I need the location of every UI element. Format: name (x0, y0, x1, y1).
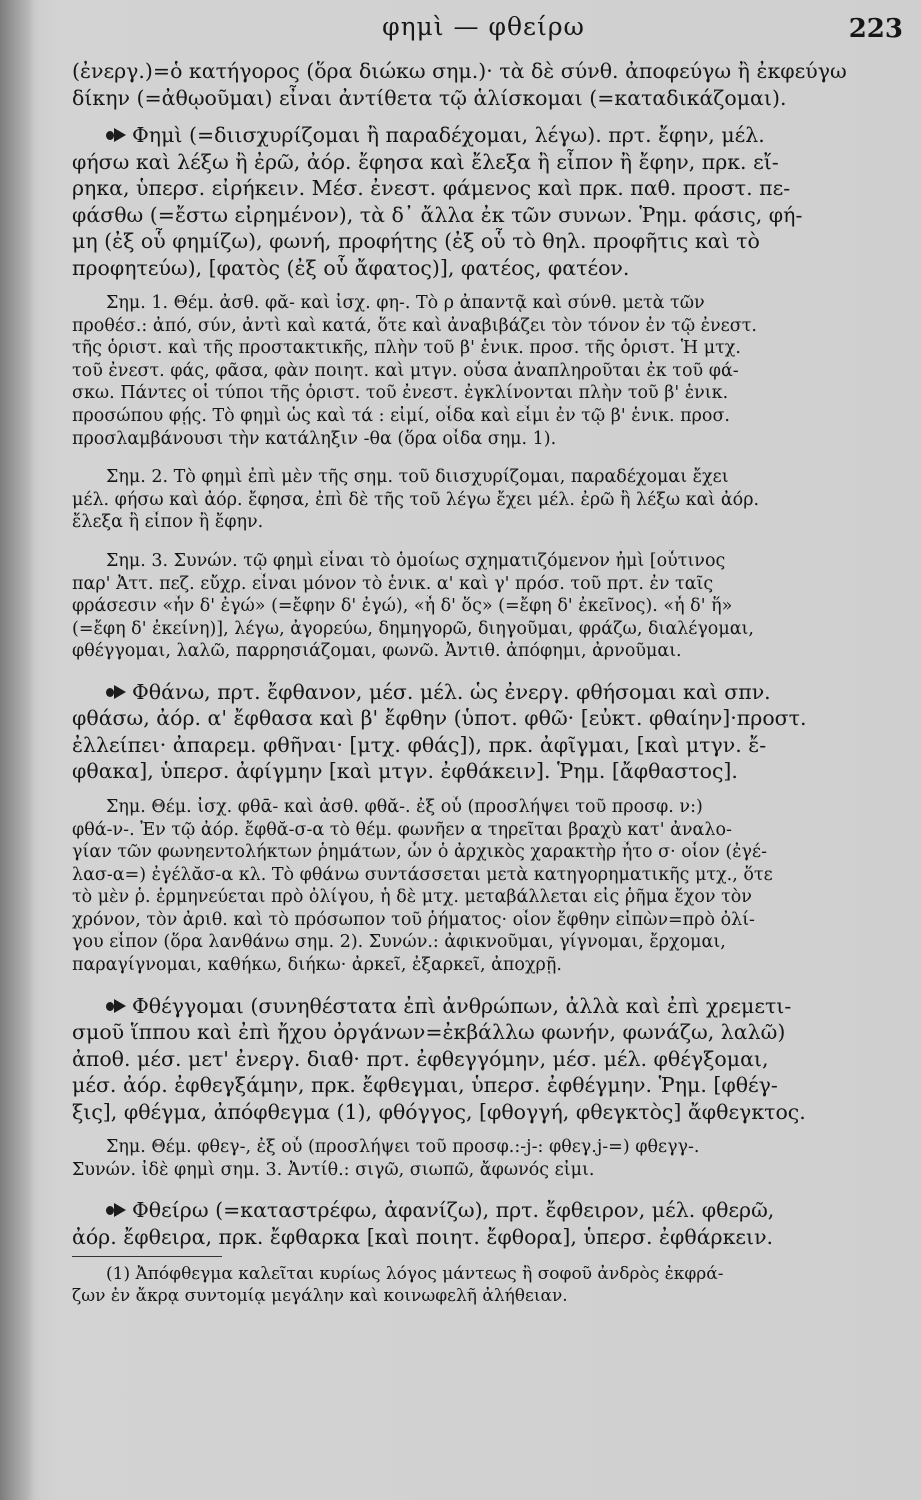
note-line: τὸ μὲν ῥ. ἑρμηνεύεται πρὸ ὀλίγου, ἡ δὲ μτχ. μεταβάλλεται εἰς ῥῆμα ἔχον τὸν (72, 887, 752, 908)
text-line: ρηκα, ὑπερσ. εἰρήκειν. Μέσ. ἐνεστ. φάμενος καὶ πρκ. παθ. προστ. πε- (72, 176, 791, 200)
footnote-line: ζων ἐν ἄκρᾳ συντομίᾳ μεγάλην καὶ κοινωφελῆ ἀλήθειαν. (72, 1286, 568, 1307)
note-line: τῆς ὁριστ. καὶ τῆς προστακτικῆς, πλὴν τοῦ β' ἑνικ. προσ. τῆς ὁριστ. Ἡ μτχ. (72, 338, 741, 359)
text-line: ξις], φθέγμα, ἀπόφθεγμα (1), φθόγγος, [φθογγή, φθεγκτὸς] ἄφθεγκτος. (72, 1099, 806, 1124)
entry-marker-icon (106, 1203, 128, 1218)
entry-marker-icon (106, 685, 128, 700)
footnote-line: (1) Ἀπόφθεγμα καλεῖται κυρίως λόγος μάντεως ἢ σοφοῦ ἀνδρὸς ἐκφρά- (106, 1264, 724, 1285)
entry-phemi (72, 122, 882, 663)
text-line: φάσθω (=ἔστω εἰρημένον), τὰ δ᾿ ἄλλα ἐκ τῶν συνων. Ῥημ. φάσις, φή- (72, 202, 803, 227)
note (72, 1136, 882, 1181)
note-line: ἔλεξα ἢ εἶπον ἢ ἔφην. (72, 512, 264, 533)
page-number: 223 (848, 14, 903, 44)
note-line: τοῦ ἐνεστ. φάς, φᾶσα, φὰν ποιητ. καὶ μτγν. οὖσα ἀναπληροῦται ἐκ τοῦ φά- (72, 360, 739, 381)
footnote-rule (72, 1256, 222, 1257)
note-line: Συνών. ἰδὲ φημὶ σημ. 3. Ἀντίθ.: σιγῶ, σιωπῶ, ἄφωνός εἰμι. (72, 1159, 595, 1180)
page-binding-shadow (0, 0, 34, 1500)
text-line: ἐλλείπει· ἀπαρεμ. φθῆναι· [μτχ. φθάς]), πρκ. ἀφῖγμαι, [καὶ μτγν. ἔ- (72, 732, 767, 757)
note-1 (72, 292, 882, 450)
text-line: σμοῦ ἵππου καὶ ἐπὶ ἤχου ὀργάνων=ἐκβάλλω φωνήν, φωνάζω, λαλῶ) (72, 1020, 786, 1045)
note-line: προσώπου φῄς. Τὸ φημὶ ὡς καὶ τά : εἰμί, οἶδα καὶ εἶμι ἐν τῷ β' ἑνικ. προσ. (72, 405, 730, 426)
entry-headline: Φθείρω (=καταστρέφω, ἀφανίζω), πρτ. ἔφθειρον, μέλ. φθερῶ, (72, 1197, 882, 1224)
note-line: (=ἔφη δ' ἐκείνη)], λέγω, ἀγορεύω, δημηγορῶ, διηγοῦμαι, φράζω, διαλέγομαι, (72, 618, 754, 639)
entry-headline: Φθέγγομαι (συνηθέστατα ἐπὶ ἀνθρώπων, ἀλλὰ καὶ ἐπὶ χρεμετι- (72, 993, 882, 1020)
entry-marker-icon (106, 999, 128, 1014)
entry-headline: Φθάνω, πρτ. ἔφθανον, μέσ. μέλ. ὡς ἐνεργ. φθήσομαι καὶ σπν. (72, 679, 882, 706)
running-head: φημὶ — φθείρω (382, 12, 585, 41)
note-line: Σημ. 2. Τὸ φημὶ ἐπὶ μὲν τῆς σημ. τοῦ διισχυρίζομαι, παραδέχομαι ἔχει (106, 467, 729, 488)
entry-phtheiro (72, 1197, 882, 1250)
note-line: σκω. Πάντες οἱ τύποι τῆς ὁριστ. τοῦ ἐνεστ. ἐγκλίνονται πλὴν τοῦ β' ἑνικ. (72, 383, 729, 404)
note-line: Σημ. Θέμ. φθεγ-, ἐξ οὗ (προσλήψει τοῦ προσφ.:-j-: φθεγ.j-=) φθεγγ-. (106, 1137, 700, 1158)
note-line: γίαν τῶν φωνηεντολήκτων ῥημάτων, ὧν ὁ ἀρχικὸς χαρακτὴρ ἦτο σ· οἷον (ἐγέ- (72, 842, 767, 863)
note (72, 796, 882, 977)
note-line: παρ' Ἀττ. πεζ. εὔχρ. εἶναι μόνον τὸ ἑνικ. α' καὶ γ' πρόσ. τοῦ πρτ. ἐν ταῖς (72, 573, 714, 594)
entry-headline: Φημὶ (=διισχυρίζομαι ἢ παραδέχομαι, λέγω). πρτ. ἔφην, μέλ. (72, 122, 882, 149)
note-line: προσλαμβάνουσι τὴν κατάληξιν -θα (ὅρα οἶδα σημ. 1). (72, 428, 557, 449)
entry-marker-icon (106, 128, 128, 143)
page-header (60, 6, 907, 48)
text-line: μη (ἐξ οὗ φημίζω), φωνή, προφήτης (ἐξ οὗ τὸ θηλ. προφῆτις καὶ τὸ (72, 229, 760, 253)
note-line: Σημ. 3. Συνών. τῷ φημὶ εἶναι τὸ ὁμοίως σχηματιζόμενον ἠμὶ [οὗτινος (106, 550, 726, 571)
entry-phthano (72, 679, 882, 977)
entry-phthengomai (72, 993, 882, 1182)
note-2 (72, 466, 882, 534)
page-text (72, 58, 882, 1307)
note-line: μέλ. φήσω καὶ ἀόρ. ἔφησα, ἐπὶ δὲ τῆς τοῦ λέγω ἔχει μέλ. ἐρῶ ἢ λέξω καὶ ἀόρ. (72, 489, 760, 510)
text-line: φθακα], ὑπερσ. ἀφίγμην [καὶ μτγν. ἐφθάκειν]. Ῥημ. [ἄφθαστος]. (72, 759, 738, 784)
text-line: προφητεύω), [φατὸς (ἐξ οὗ ἄφατος)], φατέος, φατέον. (72, 255, 630, 280)
text-line: δίκην (=ἀθῳοῦμαι) εἶναι ἀντίθετα τῷ ἁλίσκομαι (=καταδικάζομαι). (72, 85, 787, 110)
note-line: χρόνον, τὸν ἀριθ. καὶ τὸ πρόσωπον τοῦ ῥήματος· οἷον ἔφθην εἰπὼν=πρὸ ὀλί- (72, 909, 755, 930)
text-line: φθάσω, ἀόρ. α' ἔφθασα καὶ β' ἔφθην (ὑποτ. φθῶ· [εὐκτ. φθαίην]·προστ. (72, 706, 807, 731)
footnote (72, 1263, 882, 1307)
note-line: προθέσ.: ἀπό, σύν, ἀντὶ καὶ κατά, ὅτε καὶ ἀναβιβάζει τὸν τόνον ἐν τῷ ἐνεστ. (72, 315, 757, 336)
note-line: Σημ. 1. Θέμ. ἀσθ. φᾰ- καὶ ἰσχ. φη-. Τὸ ρ ἀπαντᾷ καὶ σύνθ. μετὰ τῶν (106, 293, 705, 313)
note-line: λασ-α=) ἐγέλᾰσ-α κλ. Τὸ φθάνω συντάσσεται μετὰ κατηγορηματικῆς μτχ., ὅτε (72, 864, 773, 885)
text-line: ἀποθ. μέσ. μετ' ἐνεργ. διαθ· πρτ. ἐφθεγγόμην, μέσ. μέλ. φθέγξομαι, (72, 1046, 769, 1071)
text-line: φήσω καὶ λέξω ἢ ἐρῶ, ἀόρ. ἔφησα καὶ ἔλεξα ἢ εἶπον ἢ ἔφην, πρκ. εἴ- (72, 149, 779, 174)
text-line: ἀόρ. ἔφθειρα, πρκ. ἔφθαρκα [καὶ ποιητ. ἔφθορα], ὑπερσ. ἐφθάρκειν. (72, 1224, 774, 1249)
note-line: φθά-ν-. Ἐν τῷ ἀόρ. ἔφθᾰ-σ-α τὸ θέμ. φωνῆεν α τηρεῖται βραχὺ κατ' ἀναλο- (72, 819, 732, 840)
text-line: μέσ. ἀόρ. ἐφθεγξάμην, πρκ. ἔφθεγμαι, ὑπερσ. ἐφθέγμην. Ῥημ. [φθέγ- (72, 1073, 778, 1098)
intro-continuation (72, 58, 882, 111)
note-line: Σημ. Θέμ. ἰσχ. φθᾱ- καὶ ἀσθ. φθᾰ-. ἐξ οὗ (προσλήψει τοῦ προσφ. ν:) (106, 796, 703, 817)
note-line: φράσεσιν «ἦν δ' ἐγώ» (=ἔφην δ' ἐγώ), «ἦ δ' ὅς» (=ἔφη δ' ἐκεῖνος). «ἦ δ' ἥ» (72, 596, 733, 617)
note-3 (72, 550, 882, 663)
note-line: παραγίγνομαι, καθήκω, διήκω· ἀρκεῖ, ἐξαρκεῖ, ἀποχρῇ. (72, 955, 562, 976)
note-line: γου εἶπον (ὅρα λανθάνω σημ. 2). Συνών.: ἀφικνοῦμαι, γίγνομαι, ἔρχομαι, (72, 932, 726, 953)
note-line: φθέγγομαι, λαλῶ, παρρησιάζομαι, φωνῶ. Ἀντιθ. ἀπόφημι, ἀρνοῦμαι. (72, 641, 682, 662)
text-line: (ἐνεργ.)=ὁ κατήγορος (ὅρα διώκω σημ.)· τὰ δὲ σύνθ. ἀποφεύγω ἢ ἐκφεύγω (72, 59, 847, 83)
